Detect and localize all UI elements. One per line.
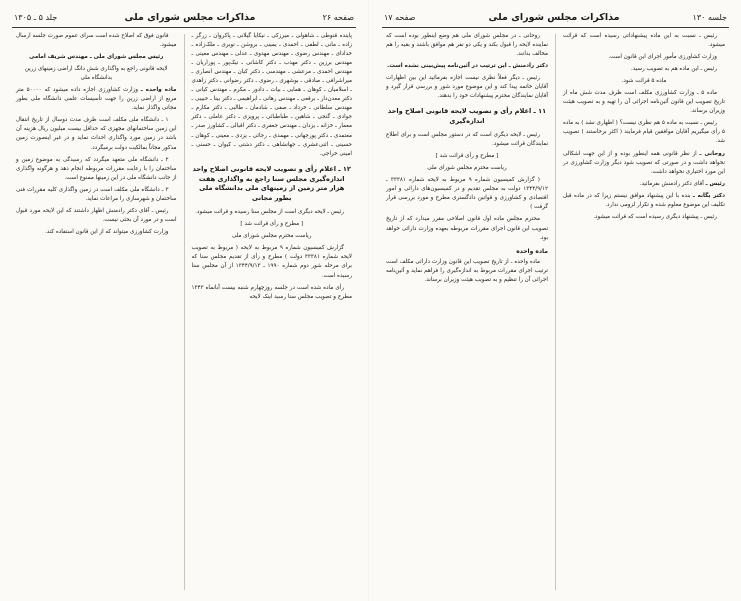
paragraph: [ مطرح و رأی قرائت شد ] bbox=[435, 153, 499, 160]
paragraph: رئیس ـ نسبت به ماده ۵ هم نظری نیست؟ ( اظهاری نشد ) به ماده ۵ رأی میگیریم آقایان موافقین قیام فرمایند ( اکثر برخاستند ) تصویب شد. bbox=[562, 120, 725, 145]
paragraph: قانون فوق که اصلاح شده است سرای عموم صورت جلسه ارسال میشود. bbox=[16, 33, 177, 49]
speech-block bbox=[563, 150, 725, 177]
paragraph: رئیس مجلس شورای ملی ـ مهندس شریف امامی bbox=[29, 54, 164, 61]
page-left-folio: صفحه ۲۶ bbox=[322, 13, 354, 22]
paragraph: روحانی ـ در مجلس شورای ملی هم وضع اینطور بوده است که نماینده لایحه را قبول بکند و یکی دو نفر هم موافق باشند و بقیه را هم مخالف بدانند. bbox=[386, 33, 548, 58]
paragraph: دکتر رادمنش ـ این ترتیب در آئین‌نامه پیش‌بینی نشده است. bbox=[387, 63, 548, 70]
paragraph: وزارت کشاورزی مأمور اجرای این قانون است. bbox=[608, 54, 717, 61]
paragraph: وزارت کشاورزی میتواند که از این قانون استفاده کند. bbox=[45, 228, 169, 235]
paragraph: ( گزارش کمیسیون شماره ۹ مربوط به لایحه شماره ۳۳۳۸۱ ـ ۱۳۴۴/۹/۱۲ دولت به مجلس تقدیم و در کمیسیون‌های دارائی و امور اقتصادی و کشاورزی و قوانین دادگستری مطرح و مورد بررسی قرار گرفت ) bbox=[386, 177, 548, 211]
name-list: پاینده قنوطی ـ شاهولی ـ میرزکی ـ نیکایا گیلانی ـ پاکروان ـ زرگر ـ زاده ـ مانی ـ لطفی ـ احمدی ـ یمینی ـ بروشن ـ نوبری ـ ملک‌زاده ـ خدادای ـ مهندس رضوی ـ مهندس مهدوی ـ عدلی ـ مهندس معینی ـ مهندس برزین ـ دکتر مهذب ـ دکتر کاشانی ـ نیک‌پور ـ پوراریان ـ مهندس احمدی ـ مرعشی ـ مهندسی ـ دکتر کیان ـ مهندس انصاری ـ میراشرافی ـ صادقی ـ بوشهری ـ رضوی ـ دکتر رضوانی ـ دکتر زاهدی ـ اسلامیان ـ کوهان ـ همایی ـ بیات ـ دادور ـ مکرم ـ مهندس کیانی ـ دکتر معدن‌دار ـ برقعی ـ مهندس رهانی ـ ابراهیمی ـ دکتر بینا ـ حبیبی ـ مهندس سلطانی ـ خرداد ـ صفی ـ شادمان ـ طالبی ـ دکتر مکارم ـ جوادی ـ گنجی ـ شاهین ـ طباطبائی ـ پرویزی ـ دکتر عاملی ـ دکتر معمار ـ خزانه ـ یزدان ـ مهندس جعفری ـ دکتر اقبالی ـ کشاورز صدر ـ معتمدی ـ دکتر پورجهانی ـ مهمدی ـ رجائی ـ یزدی ـ معینی ـ کوهان ـ حسینی ـ اثنی‌عشری ـ جهانشاهی ـ دکتر دشتی ـ کیوان ـ حسنی ـ امینی خراجی. bbox=[191, 33, 352, 157]
page-left-col-2 bbox=[185, 32, 358, 592]
speech-text: از نظر قانونی همه اینطور بوده و از این جهت اشکالی نخواهد داشت و در صورتی که تصویب شود دیگر وزارت کشاورزی در این مورد اختیاری نخواهد داشت. bbox=[562, 150, 725, 175]
paragraph: رئیس ـ لایحه دیگری است از مجلس سنا رسیده و قرائت میشود. bbox=[195, 209, 344, 216]
speaker-name: دکتر یگانه ـ bbox=[693, 192, 725, 199]
page-right-session: جلسه ۱۳۰ bbox=[692, 13, 727, 22]
page-right-col-1 bbox=[380, 32, 554, 592]
speech-block bbox=[563, 180, 725, 189]
paragraph: ریاست محترم مجلس شورای ملی bbox=[427, 165, 507, 172]
page-right-rule bbox=[382, 27, 729, 28]
speech-text: آقای دکتر رادمنش بفرمائید. bbox=[639, 180, 704, 187]
page-left-title: مذاکرات مجلس شورای ملی bbox=[124, 12, 256, 23]
speech-text: بنده با این پیشنهاد موافق نیستم زیرا که در ماده قبل تکلیف این موضوع معلوم شده و تکرار لزومی ندارد. bbox=[562, 192, 725, 208]
paragraph: رئیس ـ دیگر فعلاً نظری نیست اجازه بفرمائید این بین اظهارات آقایان خاتمه پیدا کند و این موضوع مورد شور و بررسی قرار گیرد و آقایان نمایندگان محترم پیشنهادات خود را بدهند. bbox=[386, 75, 548, 100]
paragraph: [ مطرح و رأی قرائت شد ] bbox=[240, 221, 304, 228]
speaker-name: رئیس ـ bbox=[705, 180, 725, 187]
section-title: ۱۱ ـ اعلام رأی و تصویب لایحه قانونی اصلاح واحد اندازه‌گیری bbox=[387, 107, 547, 126]
paragraph: رأی ماده شده است در جلسه روزچهارم شنبه بیست آبانماه ۱۳۴۳ مطرح و تصویب مجلس سنا رسید اینک لایحه bbox=[191, 284, 352, 300]
paragraph: گزارش کمیسیون شماره ۹ مربوط به لایحه ( مربوط به تصویب لایحه شماره ۳۳۳۸۱ دولت ) مطرح و رأی از تقدیم مجلس سنا که برای مرحله شور دوم شماره ۱۹۹۰ ـ ۱۳۴۴/۹/۱۳ از آن مجلس سنا رسیده است. bbox=[191, 245, 352, 279]
article-block bbox=[16, 86, 177, 113]
page-left-header bbox=[10, 12, 358, 26]
paragraph: محترم مجلس ماده اول قانون اصلاحی مقرر میدارد که از تاریخ تصویب این قانون اجرای مقررات مربوطه بعهده وزارت دارائی خواهد بود. bbox=[386, 216, 548, 241]
page-right-title: مذاکرات مجلس شورای ملی bbox=[488, 12, 620, 23]
speaker-name: روحانی ـ bbox=[699, 150, 725, 157]
page-left-session: جلد ۵ ـ ۱۳۰۵ bbox=[14, 13, 58, 22]
paragraph: رئیس ـ لایحه دیگری است که در دستور مجلس است و برای اطلاع نمایندگان قرائت میشود. bbox=[386, 132, 548, 148]
page-left-columns bbox=[10, 32, 358, 592]
paragraph: ۱ ـ دانشگاه ملی مکلف است ظرف مدت دوسال از تاریخ انتقال این زمین ساختمانهای مجهزی که حداقل بیست میلیون ریال هزینه آن باشد در زمین مورد واگذاری احداث نماید و در غیر اینصورت زمین مذکور مجاناً بمالکیت دولت برمیگردد. bbox=[16, 117, 177, 151]
article-heading: ماده واحده ـ bbox=[140, 87, 177, 94]
paragraph: ماده ۵ قرائت شود. bbox=[621, 78, 667, 85]
page-right-col-2 bbox=[557, 32, 731, 592]
paragraph: رئیس ـ این ماده هم به تصویب رسید. bbox=[630, 66, 717, 73]
paragraph: ماده ۵ ـ وزارت کشاورزی مکلف است ظرف مدت شش ماه از تاریخ تصویب این قانون آئین‌نامه اجرائی آن را تهیه و به تصویب هیئت وزیران برساند. bbox=[562, 90, 725, 115]
article-heading: ماده واحده bbox=[516, 247, 548, 255]
article-text: وزارت کشاورزی اجازه داده میشود که ۵۰۰۰۰ متر مربع از اراضی زرین را جهت تأسیسات علمی دانشگاه ملی بطور مجانی واگذار نماید. bbox=[16, 87, 177, 112]
paragraph: ماده واحده ـ از تاریخ تصویب این قانون وزارت دارائی مکلف است ترتیب اجرای مقررات مربوط به اندازه‌گیری را فراهم نماید و آئین‌نامه اجرائی آن را تنظیم و به تصویب هیئت وزیران برساند. bbox=[386, 259, 548, 284]
page-right-header bbox=[380, 12, 731, 26]
page-left-rule bbox=[12, 27, 356, 28]
column-divider bbox=[184, 34, 185, 590]
page-right-folio: صفحه ۱۷ bbox=[384, 13, 416, 22]
page-left bbox=[0, 0, 368, 601]
paragraph: ۲ ـ دانشگاه ملی متعهد میگردد که رسیدگی به موضوع زمین و ساختمان را با رعایت مقررات مربوطه انجام دهد و هرگونه واگذاری از جانب دانشگاه ملی در این زمینها ممنوع است. bbox=[16, 156, 177, 181]
paragraph: رئیس ـ نسبت به این ماده پیشنهاداتی رسیده است که قرائت میشود. bbox=[562, 33, 725, 49]
page-right bbox=[370, 0, 741, 601]
paragraph: رئیس ـ آقای دکتر رادمنش اظهار داشتند که این لایحه مورد قبول است و در مورد آن بحثی نیست. bbox=[16, 207, 177, 223]
paragraph: ۳ ـ دانشگاه ملی مکلف است در زمین واگذاری کلیه مقررات فنی ساختمان و شهرسازی را مراعات نماید. bbox=[16, 186, 177, 202]
page-right-columns bbox=[380, 32, 731, 592]
column-divider bbox=[555, 34, 556, 590]
paragraph: رئیس ـ پیشنهاد دیگری رسیده است که قرائت میشود. bbox=[593, 213, 717, 220]
paragraph: ریاست محترم مجلس شورای ملی bbox=[232, 233, 312, 240]
section-title: ۱۲ ـ اعلام رأی و تصویب لایحه قانونی اصلاح واحد اندازه‌گیری مجلس سنا راجع به واگذاری هفت هزار متر زمین از زمینهای ملی بدانشگاه ملی بطور مجانی bbox=[192, 164, 351, 203]
paragraph: لایحه قانونی راجع به واگذاری شش دانگ اراضی زمینهای زرین بدانشگاه ملی bbox=[24, 66, 168, 82]
speech-block bbox=[563, 192, 725, 210]
page-left-col-1 bbox=[10, 32, 183, 592]
